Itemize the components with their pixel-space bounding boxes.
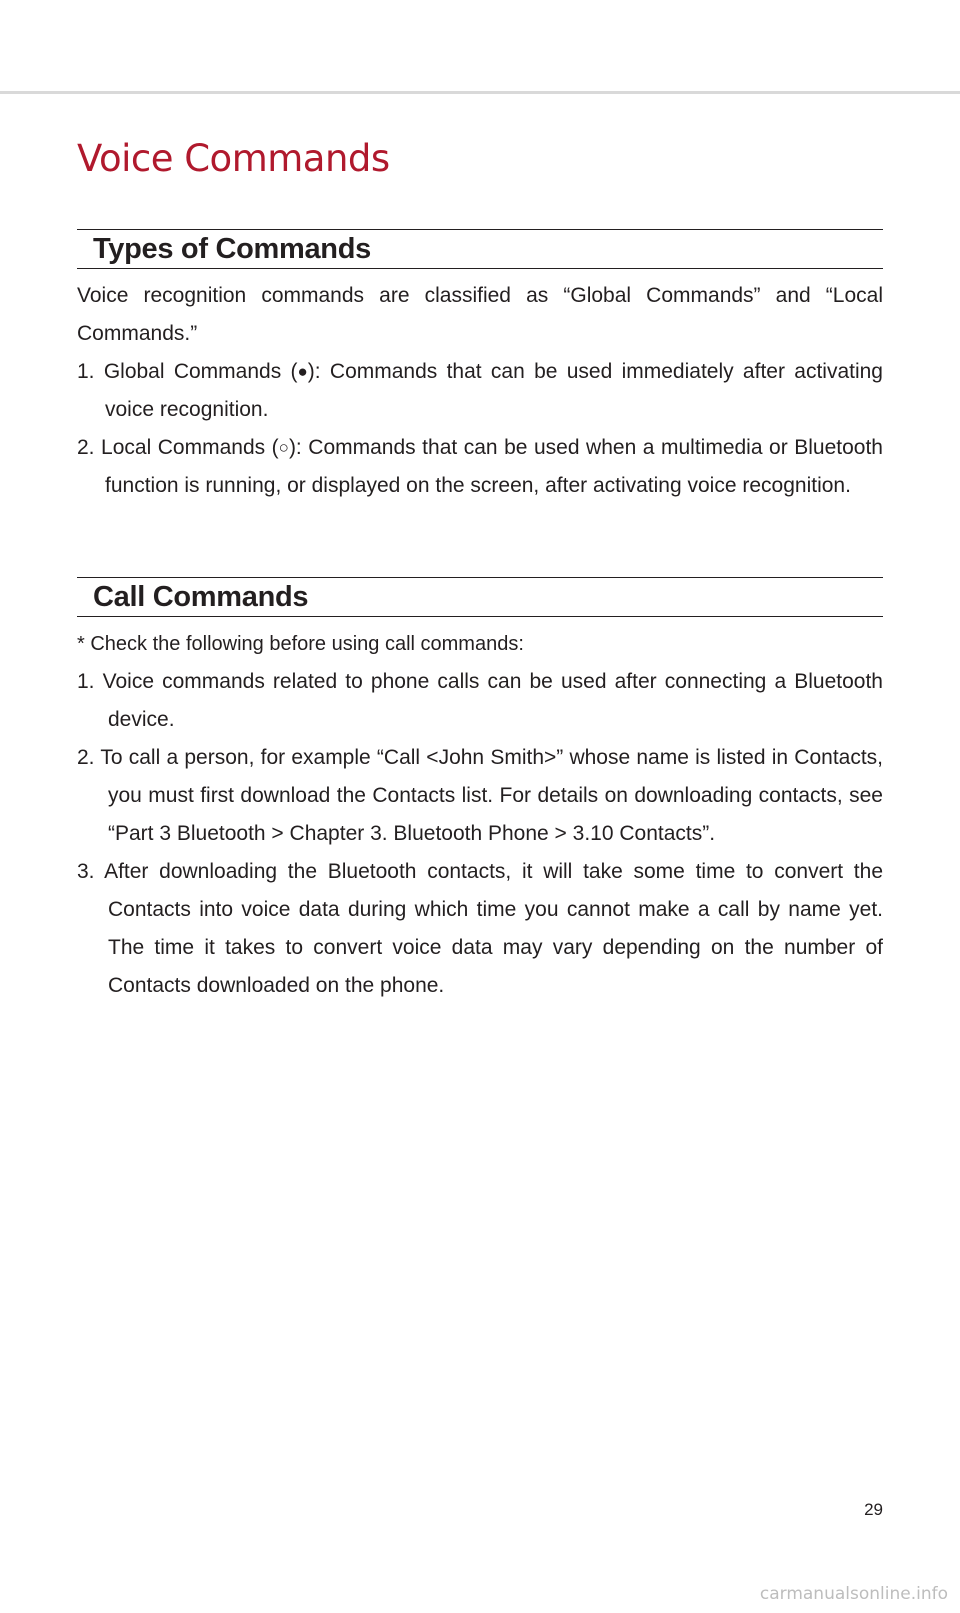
list-item-global-commands (77, 353, 883, 429)
list-item: 1. Voice commands related to phone calls can be used after connecting a Bluetooth device. (77, 670, 883, 731)
section-heading: Call Commands (93, 581, 309, 613)
section-heading: Types of Commands (93, 233, 371, 265)
filled-circle-icon: ● (297, 362, 308, 381)
page-title: Voice Commands (77, 137, 390, 180)
page-number: 29 (864, 1500, 883, 1519)
header-divider (0, 91, 960, 94)
hollow-circle-icon: ○ (278, 438, 289, 457)
section-body (77, 277, 883, 505)
section-heading-bar (77, 577, 883, 617)
call-commands-section (77, 577, 883, 1005)
intro-paragraph: Voice recognition commands are classified as “Global Commands” and “Local Commands.” (77, 284, 883, 345)
list-item-local-commands (77, 429, 883, 505)
item-label: 2. Local Commands ( (77, 436, 279, 459)
list-item: 2. To call a person, for example “Call <John Smith>” whose name is listed in Contacts, you must first download the Contacts list. For details on downloading contacts, see “Part 3 Bluetooth > Chapter 3. Bluetooth Phone > 3.10 Contacts”. (77, 746, 883, 845)
item-text: ): Commands that can be used immediately after activating voice recognition. (105, 360, 883, 421)
watermark: carmanualsonline.info (759, 1584, 948, 1604)
types-of-commands-section (77, 229, 883, 505)
section-heading-bar (77, 229, 883, 269)
section-body (77, 625, 883, 1005)
list-item: 3. After downloading the Bluetooth contacts, it will take some time to convert the Contacts into voice data during which time you cannot make a call by name yet. The time it takes to convert voice data may vary depending on the number of Contacts downloaded on the phone. (77, 860, 883, 997)
item-label: 1. Global Commands ( (77, 360, 298, 383)
note-paragraph: * Check the following before using call commands: (77, 633, 524, 655)
item-text: ): Commands that can be used when a multimedia or Bluetooth function is running, or displayed on the screen, after activating voice recognition. (105, 436, 883, 497)
